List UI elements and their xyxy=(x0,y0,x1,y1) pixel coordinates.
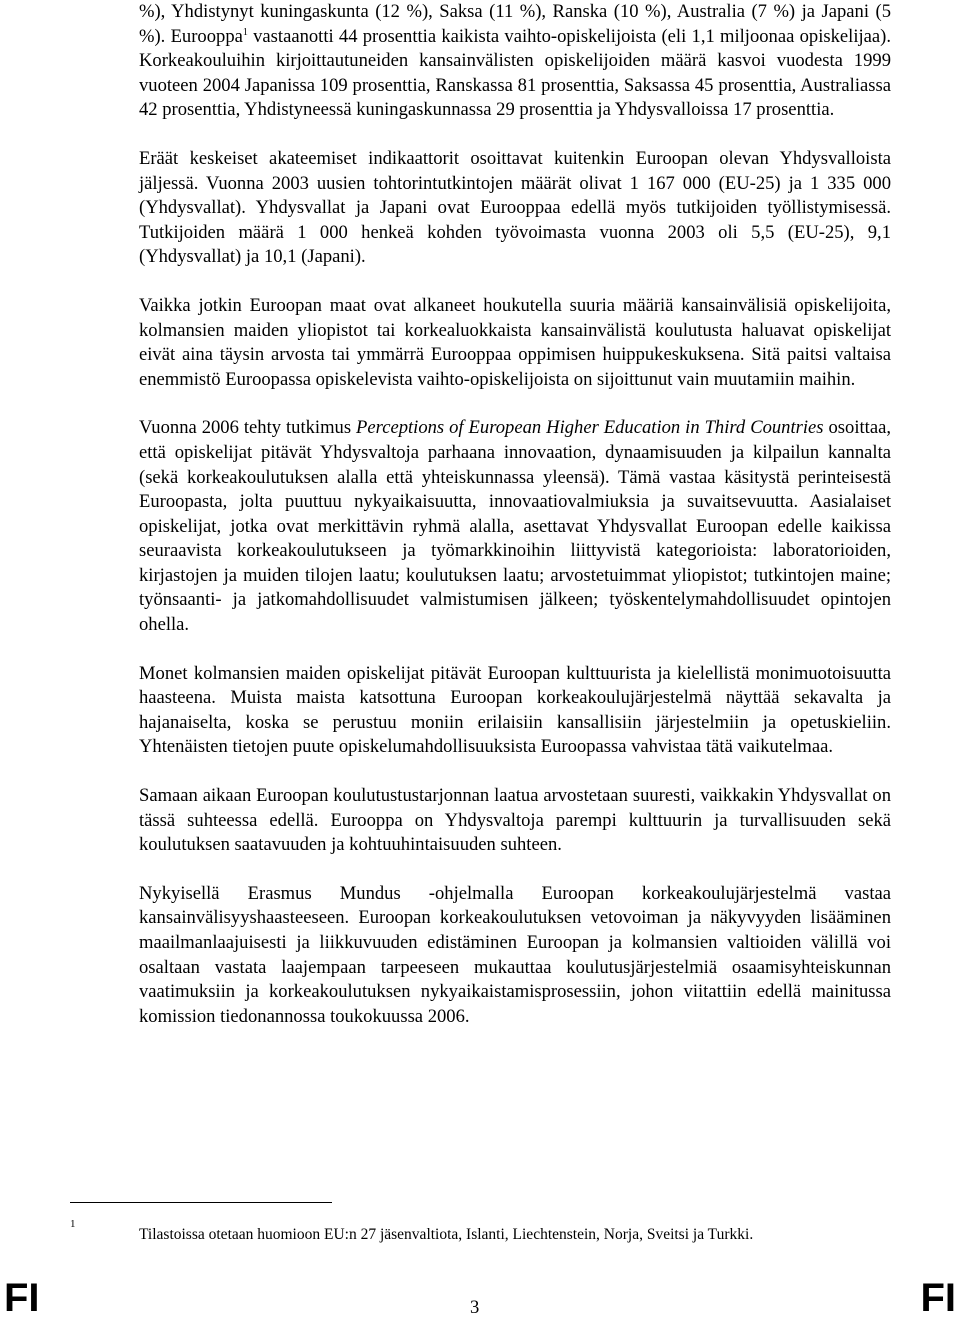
footnote-mark: 1 xyxy=(70,1218,76,1230)
paragraph-1 xyxy=(139,0,891,123)
paragraph-5 xyxy=(139,662,891,760)
footnote-reference: 1 xyxy=(242,26,248,38)
paragraph-2 xyxy=(139,147,891,270)
footer-language-right: FI xyxy=(920,1276,956,1320)
paragraph-text: Eräät keskeiset akateemiset indikaattorit osoittavat kuitenkin Euroopan olevan Yhdysvalloista jäljessä. Vuonna 2003 uusien tohtorintutkintojen määrät olivat 1 167 000 (EU-25) ja 1 335 000 (Yhdysvallat). Yhdysvallat ja Japani ovat Eurooppaa edellä myös tutkijoiden työllistymisessä. Tutkijoiden määrä 1 000 henkeä kohden työvoimasta vuonna 2003 oli 5,5 (EU-25), 9,1 (Yhdysvallat) ja 10,1 (Japani). xyxy=(139,147,891,268)
paragraph-text: %), Yhdistynyt kuningaskunta (12 %), Saksa (11 %), Ranska (10 %), Australia (7 %) ja Japani (5 %). Eurooppa xyxy=(139,1,891,47)
italic-title: Perceptions of European Higher Education in Third Countries xyxy=(356,417,824,439)
footnote-text: Tilastoissa otetaan huomioon EU:n 27 jäsenvaltiota, Islanti, Liechtenstein, Norja, Sveitsi ja Turkki. xyxy=(139,1226,754,1243)
footnote-divider xyxy=(70,1202,332,1203)
paragraph-3 xyxy=(139,294,891,392)
paragraph-text: Samaan aikaan Euroopan koulutustustarjonnan laatua arvostetaan suuresti, vaikkakin Yhdysvallat on tässä suhteessa edellä. Eurooppa on Yhdysvaltoja parempi kulttuurin ja turvallisuuden sekä koulutuksen saatavuuden ja kohtuuhintaisuuden suhteen. xyxy=(139,785,891,856)
page-number: 3 xyxy=(470,1297,480,1318)
paragraph-7 xyxy=(139,882,891,1030)
document-body xyxy=(139,0,891,1029)
paragraph-text: Vaikka jotkin Euroopan maat ovat alkaneet houkutella suuria määriä kansainvälisiä opiskelijoita, kolmansien maiden yliopistot tai korkealuokkaista kansainvälistä koulutusta haluavat opiskelijat eivät aina täysin arvosta tai ymmärrä Eurooppaa oppimisen huippukeskuksena. Sitä paitsi valtaisa enemmistö Euroopassa opiskelevista vaihto-opiskelijoista on sijoittunut vain muutamiin maihin. xyxy=(139,294,891,390)
paragraph-4 xyxy=(139,416,891,637)
paragraph-text: Monet kolmansien maiden opiskelijat pitävät Euroopan kulttuurista ja kielellistä monimuotoisuutta haasteena. Muista maista katsottuna Euroopan korkeakoulujärjestelmä näyttää sekavalta ja hajanaiselta, koska se perustuu moniin erilaisiin kansallisiin järjestelmiin ja opetuskieliin. Yhtenäisten tietojen puute opiskelumahdollisuuksista Euroopassa vahvistaa tätä vaikutelmaa. xyxy=(139,662,891,758)
paragraph-text: Vuonna 2006 tehty tutkimus xyxy=(139,417,357,439)
footer-language-left: FI xyxy=(4,1276,40,1320)
paragraph-6 xyxy=(139,784,891,858)
paragraph-text: Nykyisellä Erasmus Mundus -ohjelmalla Euroopan korkeakoulujärjestelmä vastaa kansainvälisyyshaasteeseen. Euroopan korkeakoulutuksen vetovoiman ja näkyvyyden lisääminen maailmanlaajuisesti ja liikkuvuuden edistäminen Euroopan ja kolmansien valtioiden välillä voi osaltaan vastata laajempaan tarpeeseen mukauttaa koulutusjärjestelmiä osaamisyhteiskunnan vaatimuksiin ja korkeakoulutuksen nykyaikaistamisprosessiin, johon viitattiin edellä mainitussa komission tiedonannossa toukokuussa 2006. xyxy=(139,882,891,1027)
paragraph-text: osoittaa, että opiskelijat pitävät Yhdysvaltoja parhaana innovaation, dynaamisuuden ja kilpailun kannalta (sekä korkeakoulutuksen alalla että yhteiskunnassa yleensä). Tämä vastaa käsitystä perinteisestä Euroopasta, jolta puuttuu nykyaikaisuutta, innovaatiovalmiuksia ja suvaitsevuutta. Aasialaiset opiskelijat, jotka ovat merkittävin ryhmä alalla, asettavat Yhdysvallat Euroopan edelle kaikissa seuraavista korkeakoulutukseen ja työmarkkinoihin liittyvistä kategorioista: laboratorioiden, kirjastojen ja muiden tilojen laatu; koulutuksen laatu; arvostetuimmat yliopistot; tutkintojen maine; työnsaanti- ja jatkomahdollisuudet valmistumisen jälkeen; työskentelymahdollisuudet opintojen ohella. xyxy=(139,417,891,636)
paragraph-text: vastaanotti 44 prosenttia kaikista vaihto-opiskelijoista (eli 1,1 miljoonaa opiskelijaa). Korkeakouluihin kirjoittautuneiden kansainvälisten opiskelijoiden määrä kasvoi vuodesta 1999 vuoteen 2004 Japanissa 109 prosenttia, Ranskassa 81 prosenttia, Saksassa 45 prosenttia, Australiassa 42 prosenttia, Yhdistyneessä kuningaskunnassa 29 prosenttia ja Yhdysvalloissa 17 prosenttia. xyxy=(139,25,892,121)
